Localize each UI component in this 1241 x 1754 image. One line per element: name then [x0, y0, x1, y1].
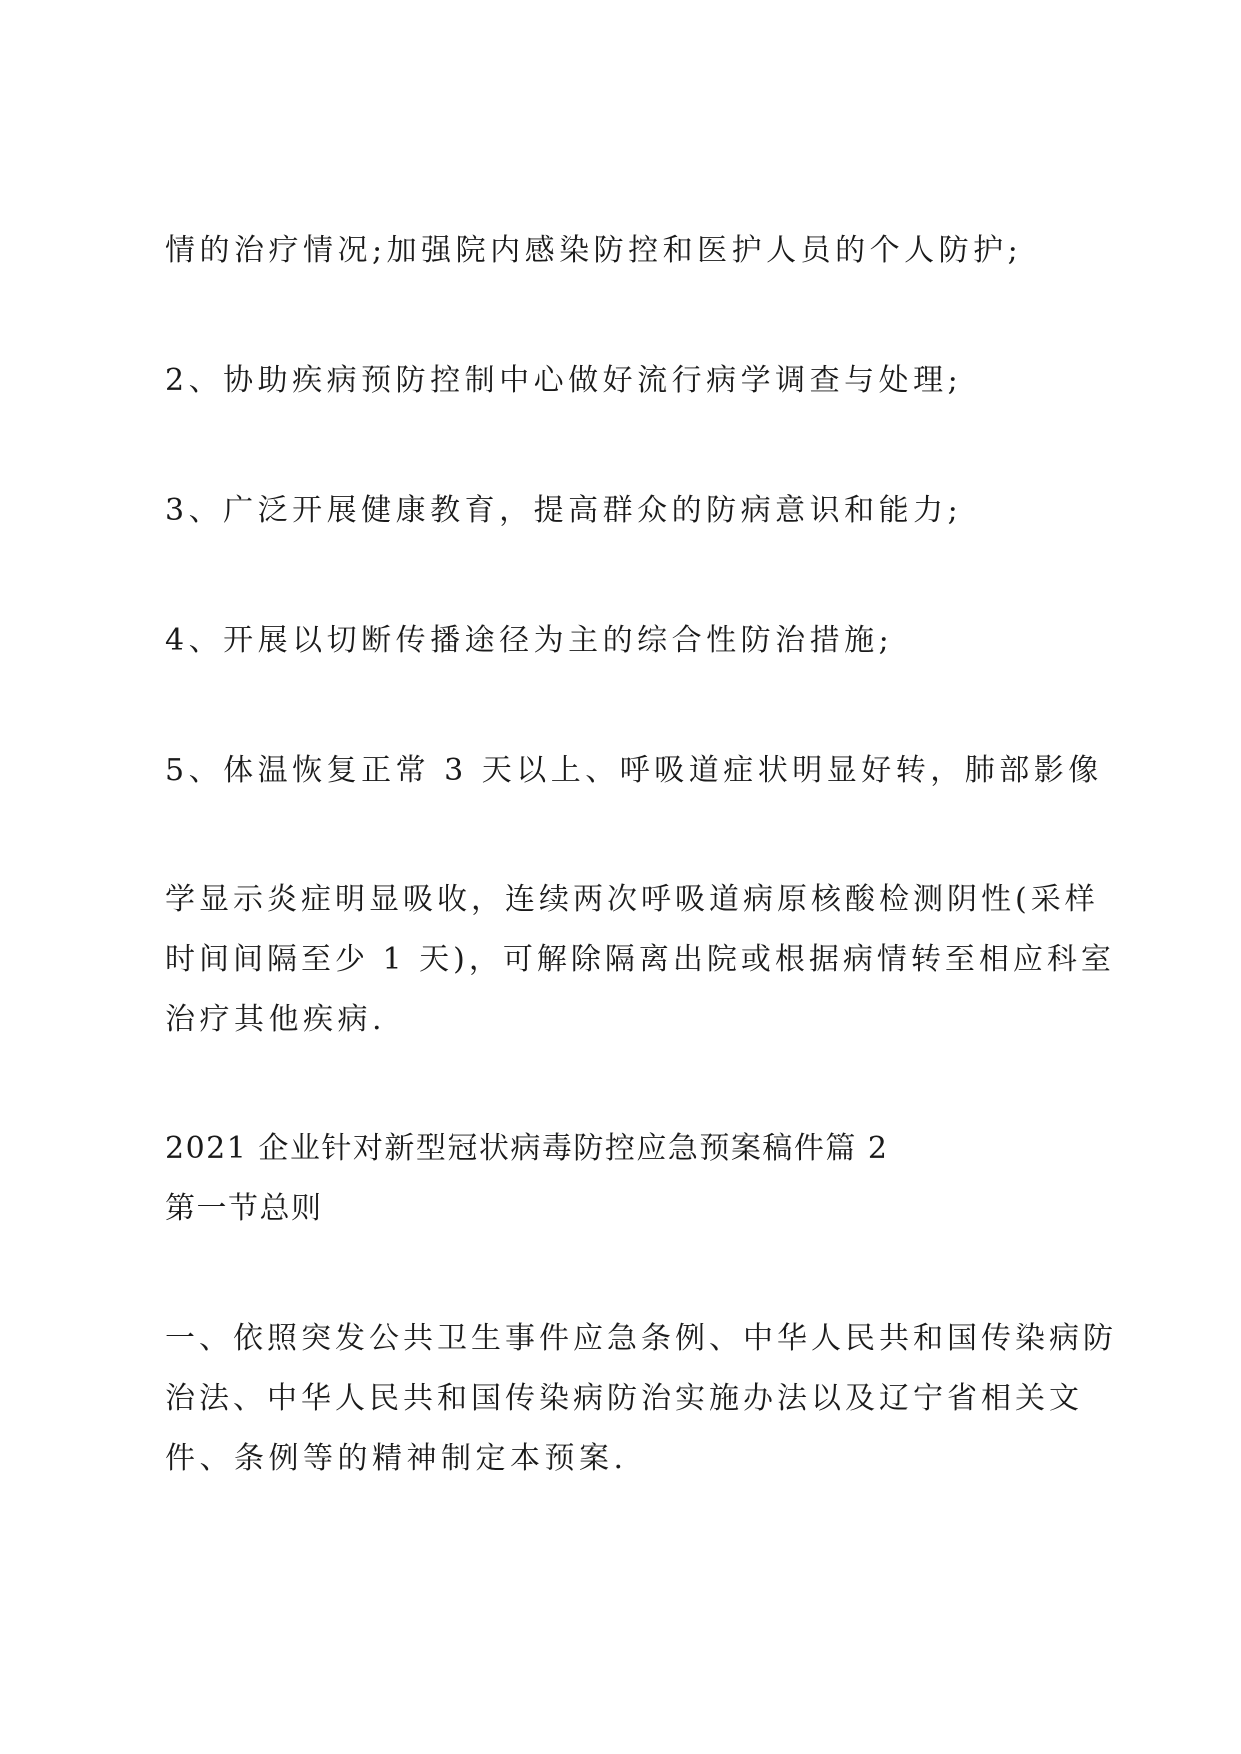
text-line-13: 件、条例等的精神制定本预案. — [165, 1441, 628, 1476]
section-subtitle: 第一节总则 — [165, 1191, 323, 1226]
text-line-8: 治疗其他疾病. — [165, 1002, 387, 1037]
text-line-6: 学显示炎症明显吸收，连续两次呼吸道病原核酸检测阴性(采样 — [165, 882, 1099, 917]
text-line-1: 情的治疗情况;加强院内感染防控和医护人员的个人防护; — [165, 233, 1023, 268]
text-line-7: 时间间隔至少 1 天)，可解除隔离出院或根据病情转至相应科室 — [165, 942, 1115, 977]
text-line-11: 一、依照突发公共卫生事件应急条例、中华人民共和国传染病防 — [165, 1321, 1117, 1356]
section-title: 2021 企业针对新型冠状病毒防控应急预案稿件篇 2 — [165, 1131, 889, 1166]
text-line-item-2: 2、协助疾病预防控制中心做好流行病学调查与处理; — [165, 363, 963, 398]
text-line-item-4: 4、开展以切断传播途径为主的综合性防治措施; — [165, 623, 894, 658]
text-line-12: 治法、中华人民共和国传染病防治实施办法以及辽宁省相关文 — [165, 1381, 1083, 1416]
text-line-item-5: 5、体温恢复正常 3 天以上、呼吸道症状明显好转，肺部影像 — [165, 753, 1103, 788]
text-line-item-3: 3、广泛开展健康教育，提高群众的防病意识和能力; — [165, 493, 963, 528]
